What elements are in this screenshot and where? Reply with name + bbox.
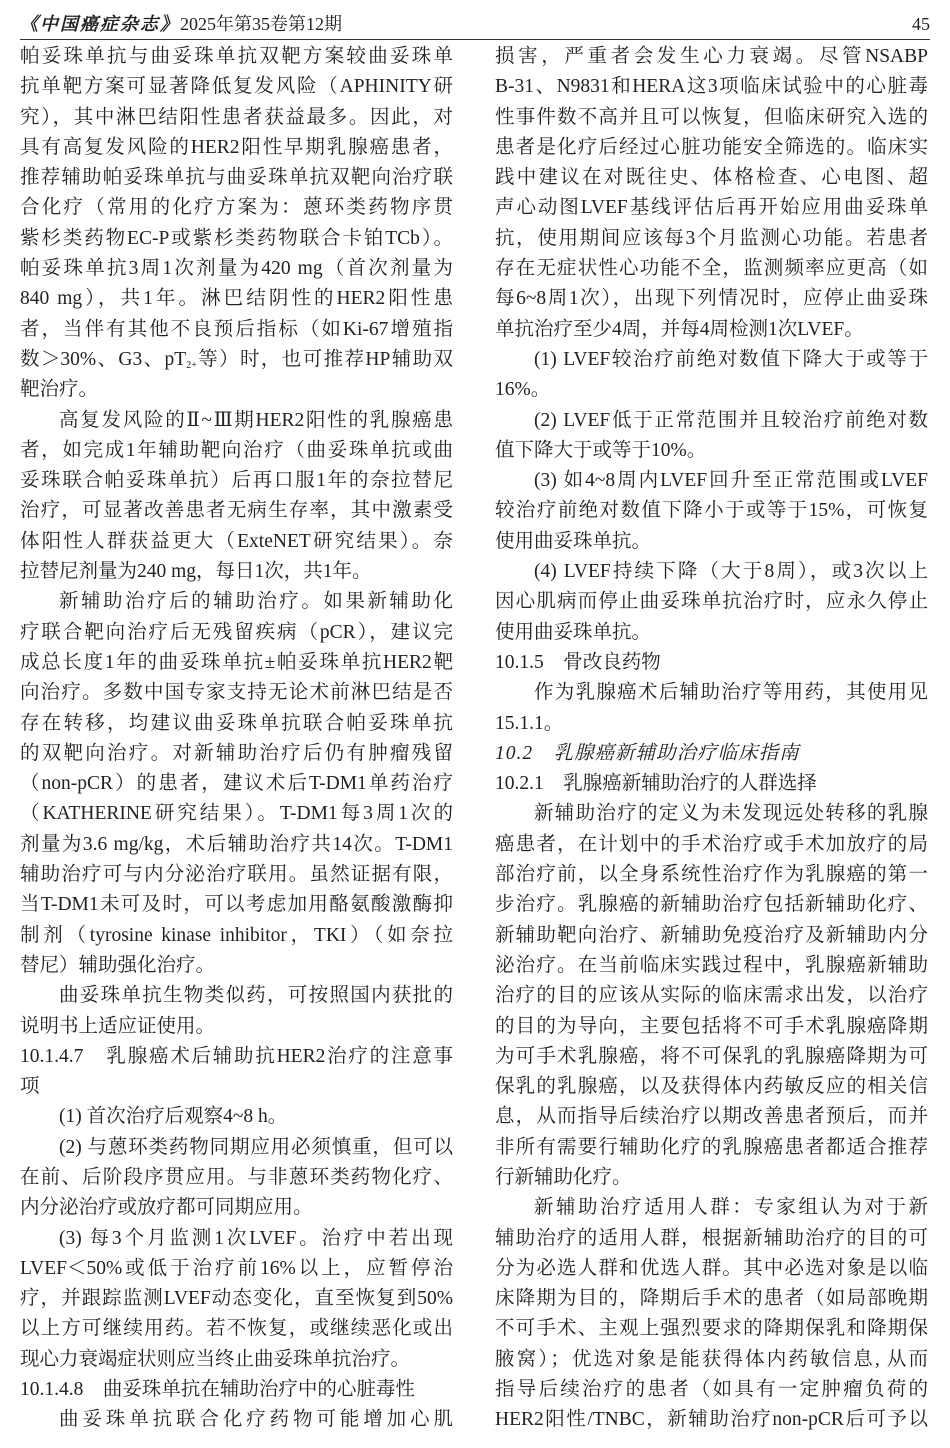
text-line bbox=[495, 1405, 928, 1435]
line-text: 值下降大于或等于10%。 bbox=[495, 439, 707, 461]
line-text: 说明书上适应证使用。 bbox=[20, 1015, 216, 1037]
text-line bbox=[20, 1375, 453, 1405]
text-line bbox=[495, 436, 928, 466]
text-line bbox=[495, 1072, 928, 1102]
line-text: 制剂（tyrosine kinase inhibitor，TKI）（如奈拉 bbox=[20, 924, 453, 946]
line-text: 治疗的目的应该从实际的临床需求出发，以治疗 bbox=[495, 985, 928, 1007]
text-line bbox=[495, 860, 928, 890]
line-text: 存在转移，均建议曲妥珠单抗联合帕妥珠单抗 bbox=[20, 712, 453, 734]
text-line bbox=[20, 618, 453, 648]
line-text: 存在无症状性心功能不全，监测频率应更高（如 bbox=[495, 258, 928, 280]
line-text: 替尼）辅助强化治疗。 bbox=[20, 954, 216, 976]
line-text: 性事件数不高并且可以恢复，但临床研究入选的 bbox=[495, 106, 928, 128]
text-line bbox=[20, 1345, 453, 1375]
line-text: 体阳性人群获益更大（ExteNET研究结果）。奈 bbox=[20, 530, 453, 552]
text-line bbox=[495, 496, 928, 526]
line-text: 辅助治疗的适用人群，根据新辅助治疗的目的可 bbox=[495, 1227, 928, 1249]
text-line bbox=[495, 1133, 928, 1163]
text-line bbox=[495, 1102, 928, 1132]
line-text: 作为乳腺癌术后辅助治疗等用药，其使用见 bbox=[534, 682, 928, 704]
line-text: 10.1.4.7 乳腺癌术后辅助抗HER2治疗的注意事 bbox=[20, 1045, 453, 1067]
line-text: (1) LVEF较治疗前绝对数值下降大于或等于 bbox=[534, 348, 928, 370]
line-text: 步治疗。乳腺癌的新辅助治疗包括新辅助化疗、 bbox=[495, 894, 928, 916]
text-line bbox=[495, 648, 928, 678]
text-line bbox=[495, 284, 928, 314]
line-text: 不可手术、主观上强烈要求的降期保乳和降期保 bbox=[495, 1318, 928, 1340]
line-text: 抗，使用期间应该每3个月监测心功能。若患者 bbox=[495, 227, 928, 249]
line-text: 15.1.1。 bbox=[495, 712, 564, 734]
line-text: 剂量为3.6 mg/kg，术后辅助治疗共14次。T-DM1 bbox=[20, 833, 453, 855]
line-text: 当T-DM1未可及时，可以考虑加用酪氨酸激酶抑 bbox=[20, 894, 453, 916]
text-line bbox=[20, 1193, 453, 1223]
text-line bbox=[20, 42, 453, 72]
line-text: 的目的为导向，主要包括将不可手术乳腺癌降期 bbox=[495, 1015, 928, 1037]
line-text: 项 bbox=[20, 1076, 40, 1098]
text-line bbox=[495, 72, 928, 102]
text-line bbox=[495, 1163, 928, 1193]
text-line bbox=[495, 587, 928, 617]
line-text: 新辅助治疗适用人群：专家组认为对于新 bbox=[534, 1197, 928, 1219]
text-line bbox=[20, 557, 453, 587]
line-text: 具有高复发风险的HER2阳性早期乳腺癌患者， bbox=[20, 136, 453, 158]
line-text: 向治疗。多数中国专家支持无论术前淋巴结是否 bbox=[20, 682, 453, 704]
line-text: 10.1.5 骨改良药物 bbox=[495, 651, 661, 673]
text-line bbox=[20, 1042, 453, 1072]
line-text: 紫杉类药物EC-P或紫杉类药物联合卡铂TCb）。 bbox=[20, 227, 453, 249]
text-line bbox=[495, 769, 928, 799]
line-text: 息，从而指导后续治疗以期改善患者预后，而并 bbox=[495, 1106, 928, 1128]
text-line bbox=[495, 1012, 928, 1042]
text-line bbox=[20, 1224, 453, 1254]
line-text: 疗，并跟踪监测LVEF动态变化，直至恢复到50% bbox=[20, 1288, 453, 1310]
line-text: LVEF＜50%或低于治疗前16%以上，应暂停治 bbox=[20, 1257, 453, 1279]
line-text: 泌治疗。在当前临床实践过程中，乳腺癌新辅助 bbox=[495, 954, 928, 976]
text-line bbox=[495, 921, 928, 951]
line-text: 者，如完成1年辅助靶向治疗（曲妥珠单抗或曲 bbox=[20, 439, 453, 461]
text-line bbox=[20, 496, 453, 526]
line-text: (3) 如4~8周内LVEF回升至正常范围或LVEF bbox=[534, 470, 928, 492]
text-line bbox=[20, 345, 453, 375]
text-line bbox=[20, 315, 453, 345]
text-line bbox=[495, 224, 928, 254]
line-text: 10.1.4.8 曲妥珠单抗在辅助治疗中的心脏毒性 bbox=[20, 1379, 415, 1401]
text-line bbox=[20, 739, 453, 769]
text-line bbox=[20, 72, 453, 102]
line-text: (3) 每3个月监测1次LVEF。治疗中若出现 bbox=[59, 1227, 453, 1249]
line-text: 等）时，也可推荐HP辅助双 bbox=[196, 348, 453, 370]
line-text: 使用曲妥珠单抗。 bbox=[495, 621, 652, 643]
line-text: 单抗治疗至少4周，并每4周检测1次LVEF。 bbox=[495, 318, 864, 340]
line-text: 新辅助治疗的定义为未发现远处转移的乳腺 bbox=[534, 803, 928, 825]
text-line bbox=[20, 254, 453, 284]
text-line bbox=[495, 1042, 928, 1072]
text-line bbox=[495, 193, 928, 223]
text-line bbox=[20, 1133, 453, 1163]
line-text: 践中建议在对既往史、体格检查、心电图、超 bbox=[495, 167, 928, 189]
text-line bbox=[20, 648, 453, 678]
text-line bbox=[495, 315, 928, 345]
text-line bbox=[495, 709, 928, 739]
line-text: 者，当伴有其他不良预后指标（如Ki-67增殖指 bbox=[20, 318, 453, 340]
text-line bbox=[495, 951, 928, 981]
text-line bbox=[495, 1254, 928, 1284]
line-text: 较治疗前绝对数值下降小于或等于15%，可恢复 bbox=[495, 500, 928, 522]
text-line bbox=[495, 163, 928, 193]
text-line bbox=[495, 1224, 928, 1254]
line-text: 曲妥珠单抗联合化疗药物可能增加心肌 bbox=[59, 1409, 453, 1431]
text-line bbox=[495, 133, 928, 163]
text-line bbox=[20, 678, 453, 708]
line-text: 损害，严重者会发生心力衰竭。尽管NSABP bbox=[495, 46, 928, 67]
subscript: 2+ bbox=[186, 359, 197, 371]
running-header bbox=[20, 10, 930, 38]
text-line bbox=[495, 254, 928, 284]
journal-citation bbox=[20, 10, 342, 38]
text-line bbox=[495, 678, 928, 708]
line-text: 推荐辅助帕妥珠单抗与曲妥珠单抗双靶向治疗联 bbox=[20, 167, 453, 189]
line-text: 新辅助靶向治疗、新辅助免疫治疗及新辅助内分 bbox=[495, 924, 928, 946]
text-line bbox=[20, 466, 453, 496]
text-line bbox=[20, 284, 453, 314]
right-column bbox=[495, 42, 928, 1436]
text-line bbox=[20, 224, 453, 254]
line-text: (1) 首次治疗后观察4~8 h。 bbox=[59, 1106, 288, 1128]
line-text: 帕妥珠单抗3周1次剂量为420 mg（首次剂量为 bbox=[20, 258, 453, 280]
line-text: 成总长度1年的曲妥珠单抗±帕妥珠单抗HER2靶 bbox=[20, 651, 453, 673]
text-line bbox=[20, 436, 453, 466]
line-text: 床降期为目的，降期后手术的患者（如局部晚期 bbox=[495, 1288, 928, 1310]
line-text: 16%。 bbox=[495, 379, 551, 401]
text-line bbox=[495, 1345, 928, 1375]
text-line bbox=[495, 557, 928, 587]
line-text: 腋窝）；优选对象是能获得体内药敏信息, 从而 bbox=[495, 1348, 928, 1370]
text-line bbox=[20, 860, 453, 890]
text-line bbox=[495, 1284, 928, 1314]
line-text: 患者是化疗后经过心脏功能安全筛选的。临床实 bbox=[495, 136, 928, 158]
text-line bbox=[20, 1284, 453, 1314]
line-text: (4) LVEF持续下降（大于8周），或3次以上 bbox=[534, 561, 928, 583]
line-text: 疗联合靶向治疗后无残留疾病（pCR），建议完 bbox=[20, 621, 453, 643]
text-line bbox=[495, 1314, 928, 1344]
text-line bbox=[495, 618, 928, 648]
text-line bbox=[20, 1405, 453, 1435]
text-line bbox=[20, 890, 453, 920]
line-text: (2) LVEF低于正常范围并且较治疗前绝对数 bbox=[534, 409, 928, 431]
line-text: 保乳的乳腺癌，以及获得体内药敏反应的相关信 bbox=[495, 1076, 928, 1098]
journal-name: 《中国癌症杂志》 bbox=[20, 14, 180, 34]
text-line bbox=[20, 951, 453, 981]
text-line bbox=[20, 769, 453, 799]
text-line bbox=[20, 527, 453, 557]
line-text: 辅助治疗可与内分泌治疗联用。虽然证据有限， bbox=[20, 864, 453, 886]
line-text: 靶治疗。 bbox=[20, 379, 99, 401]
line-text: 在前、后阶段序贯应用。与非蒽环类药物化疗、 bbox=[20, 1166, 453, 1188]
text-line bbox=[20, 921, 453, 951]
text-line bbox=[20, 133, 453, 163]
text-line bbox=[20, 193, 453, 223]
line-text: 840 mg），共1年。淋巴结阴性的HER2阳性患 bbox=[20, 288, 453, 310]
text-line bbox=[20, 1163, 453, 1193]
line-text: 部治疗前，以全身系统性治疗作为乳腺癌的第一 bbox=[495, 864, 928, 886]
line-text: 的双靶向治疗。对新辅助治疗后仍有肿瘤残留 bbox=[20, 742, 453, 764]
line-text: 妥珠联合帕妥珠单抗）后再口服1年的奈拉替尼 bbox=[20, 470, 453, 492]
line-text: 合化疗（常用的化疗方案为：蒽环类药物序贯 bbox=[20, 197, 453, 219]
left-column bbox=[20, 42, 453, 1436]
line-text: HER2阳性/TNBC，新辅助治疗non-pCR后可予以 bbox=[495, 1409, 928, 1431]
line-text: 非所有需要行辅助化疗的乳腺癌患者都适合推荐 bbox=[495, 1136, 928, 1158]
text-line bbox=[495, 830, 928, 860]
line-text: 行新辅助化疗。 bbox=[495, 1166, 632, 1188]
text-line bbox=[495, 406, 928, 436]
line-text: （non-pCR）的患者，建议术后T-DM1单药治疗 bbox=[20, 773, 453, 795]
line-text: 每6~8周1次），出现下列情况时，应停止曲妥珠 bbox=[495, 288, 928, 310]
line-text: 新辅助治疗后的辅助治疗。如果新辅助化 bbox=[59, 591, 453, 613]
line-text: 抗单靶方案可显著降低复发风险（APHINITY研 bbox=[20, 76, 453, 98]
text-line bbox=[20, 587, 453, 617]
text-line bbox=[495, 799, 928, 829]
text-line bbox=[20, 103, 453, 133]
text-line bbox=[495, 42, 928, 72]
text-line bbox=[20, 375, 453, 405]
text-line bbox=[495, 981, 928, 1011]
line-text: B-31、N9831和HERA这3项临床试验中的心脏毒 bbox=[495, 76, 928, 98]
line-text: （KATHERINE研究结果）。T-DM1每3周1次的 bbox=[20, 803, 453, 825]
text-line bbox=[20, 406, 453, 436]
line-text: 因心肌病而停止曲妥珠单抗治疗时，应永久停止 bbox=[495, 591, 928, 613]
line-text: 10.2.1 乳腺癌新辅助治疗的人群选择 bbox=[495, 773, 817, 795]
line-text: 究），其中淋巴结阳性患者获益最多。因此，对 bbox=[20, 106, 453, 128]
text-line bbox=[20, 1012, 453, 1042]
text-line bbox=[20, 1314, 453, 1344]
line-text: 内分泌治疗或放疗都可同期应用。 bbox=[20, 1197, 313, 1219]
line-text: 10.2 乳腺癌新辅助治疗临床指南 bbox=[495, 742, 800, 764]
text-line bbox=[20, 799, 453, 829]
line-text: 数＞30%、G3、pT bbox=[20, 348, 187, 370]
text-line bbox=[495, 103, 928, 133]
text-line bbox=[20, 981, 453, 1011]
text-line bbox=[495, 739, 928, 769]
journal-issue: 2025年第35卷第12期 bbox=[180, 14, 342, 34]
line-text: 癌患者，在计划中的手术治疗或手术加放疗的局 bbox=[495, 833, 928, 855]
line-text: 拉替尼剂量为240 mg，每日1次，共1年。 bbox=[20, 561, 372, 583]
text-line bbox=[20, 1254, 453, 1284]
line-text: 现心力衰竭症状则应当终止曲妥珠单抗治疗。 bbox=[20, 1348, 411, 1370]
text-line bbox=[20, 1102, 453, 1132]
text-line bbox=[20, 709, 453, 739]
line-text: 为可手术乳腺癌，将不可保乳的乳腺癌降期为可 bbox=[495, 1045, 928, 1067]
text-line bbox=[20, 163, 453, 193]
header-rule bbox=[20, 39, 930, 40]
line-text: 声心动图LVEF基线评估后再开始应用曲妥珠单 bbox=[495, 197, 928, 219]
text-line bbox=[20, 830, 453, 860]
line-text: 以上方可继续用药。若不恢复，或继续恶化或出 bbox=[20, 1318, 453, 1340]
line-text: (2) 与蒽环类药物同期应用必须慎重，但可以 bbox=[59, 1136, 453, 1158]
text-line bbox=[20, 1072, 453, 1102]
line-text: 使用曲妥珠单抗。 bbox=[495, 530, 652, 552]
text-line bbox=[495, 527, 928, 557]
line-text: 指导后续治疗的患者（如具有一定肿瘤负荷的 bbox=[495, 1379, 928, 1401]
text-line bbox=[495, 1193, 928, 1223]
line-text: 治疗，可显著改善患者无病生存率，其中激素受 bbox=[20, 500, 453, 522]
line-text: 高复发风险的Ⅱ~Ⅲ期HER2阳性的乳腺癌患 bbox=[59, 409, 453, 431]
text-line bbox=[495, 1375, 928, 1405]
page-number: 45 bbox=[912, 14, 930, 34]
line-text: 分为必选人群和优选人群。其中必选对象是以临 bbox=[495, 1257, 928, 1279]
line-text: 曲妥珠单抗生物类似药，可按照国内获批的 bbox=[59, 985, 453, 1007]
text-line bbox=[495, 890, 928, 920]
text-line bbox=[495, 375, 928, 405]
text-line bbox=[495, 345, 928, 375]
text-line bbox=[495, 466, 928, 496]
line-text: 帕妥珠单抗与曲妥珠单抗双靶方案较曲妥珠单 bbox=[20, 46, 453, 67]
